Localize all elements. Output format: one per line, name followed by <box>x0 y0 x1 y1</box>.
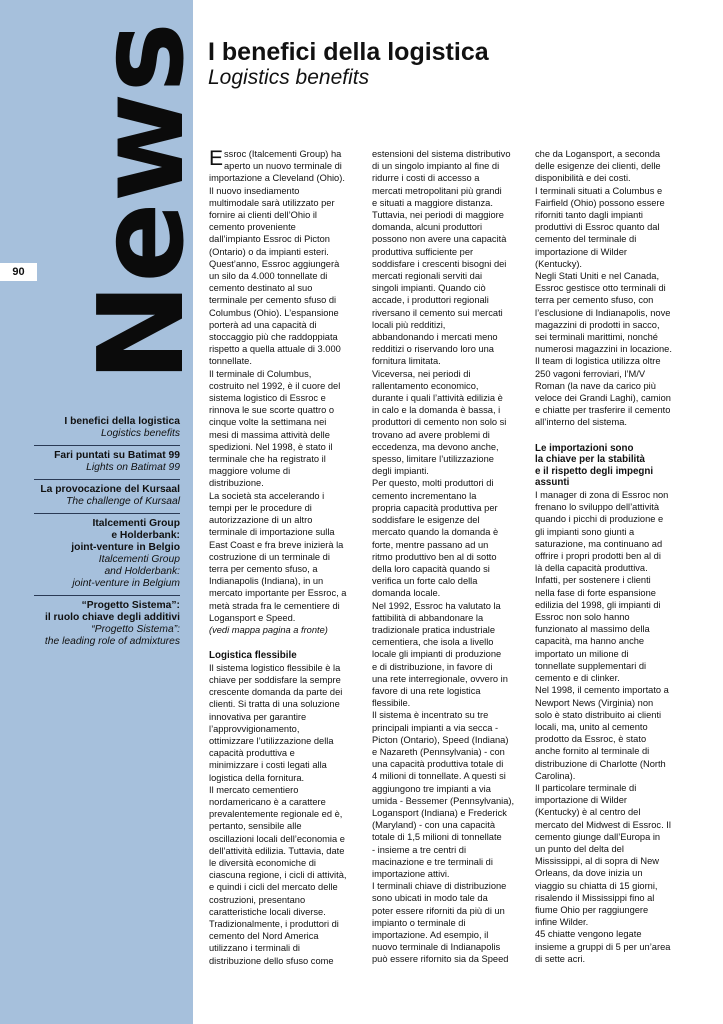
section-heading: Logistica flessibile <box>209 650 297 662</box>
toc-entry-title: Italcementi Group e Holderbank: joint-venture in Belgio <box>71 518 180 553</box>
toc-entry-subtitle: Italcementi Group and Holderbank: joint-venture in Belgium <box>72 554 180 589</box>
toc-entry-title: La provocazione del Kursaal <box>40 484 180 495</box>
spacer <box>209 636 359 650</box>
drop-cap: E <box>209 147 224 170</box>
toc-entry[interactable] <box>34 412 180 446</box>
toc-entry[interactable] <box>34 480 180 514</box>
toc-entry-title: I benefici della logistica <box>64 416 180 427</box>
article-column-3 <box>535 148 685 965</box>
toc-entry-title: “Progetto Sistema”: il ruolo chiave degli additivi <box>44 600 180 623</box>
toc-entry[interactable] <box>34 446 180 480</box>
paragraph: che da Logansport, a seconda delle esigenze dei clienti, delle disponibilità e dei costi. I terminali situati a Columbus e Fairfield (Ohio) possono essere riforniti tanto dagli impianti produttivi di Essroc quanto dal cemento del terminale di importazione di Wilder (Kentucky). Negli Stati Uniti e nel Canada, Essroc gestisce otto terminali di terra per cemento sfuso, con l’esclusione di Indianapolis, nove magazzini di prodotti in sacco, sei terminali marittimi, nonché numerosi magazzini in locazione. Il team di logistica utilizza oltre 250 vagoni ferroviari, l’M/V Roman (la nave da carico più veloce dei Grandi Laghi), camion e chiatte per trasferire il cemento all’interno del sistema. <box>535 149 672 428</box>
spacer <box>535 429 685 443</box>
paragraph: I manager di zona di Essroc non frenano lo sviluppo dell’attività quando i picchi di produzione e gli impianti sono giunti a saturazione, ma continuano ad offrire i propri prodotti ben al di là della capacità produttiva. Infatti, per sostenere i clienti nella fase di forte espansione edilizia del 1998, gli impianti di Essroc non solo hanno funzionato al massimo della capacità, ma hanno anche importato un milione di tonnellate supplementari di cemento e di clinker. Nel 1998, il cemento importato a Newport News (Virginia) non solo è stato distribuito ai clienti locali, ma, unito al cemento prodotto da Essroc, è stato anche fornito al terminale di distribuzione di Charlotte (North Carolina). Il particolare terminale di importazione di Wilder (Kentucky) è al centro del mercato del Midwest di Essroc. Il cemento giunge dall’Europa in un punto del delta del Mississippi, al di sopra di New Orleans, da dove inizia un viaggio su chiatta di 15 giorni, risalendo il Mississippi fino al fiume Ohio per raggiungere infine Wilder. 45 chiatte vengono legate insieme a gruppi di 5 per un’area di sette acri. <box>535 490 671 964</box>
article-column-1 <box>209 148 359 967</box>
section-heading: Le importazioni sono la chiave per la stabilità e il rispetto degli impegni assunti <box>535 442 654 489</box>
map-reference-note: (vedi mappa pagina a fronte) <box>209 624 328 635</box>
toc-entry-subtitle: The challenge of Kursaal <box>66 496 180 507</box>
paragraph: estensioni del sistema distributivo di un singolo impianto al fine di ridurre i costi di accesso a mercati metropolitani più grandi e situati a maggiore distanza. Tuttavia, nei periodi di maggiore domanda, alcuni produttori possono non avere una capacità produttiva sufficiente per soddisfare i crescenti bisogni dei mercati regionali serviti dai singoli impianti. Quando ciò accade, i produttori regionali riversano il cemento sui mercati locali più redditizi, abbandonando i mercati meno redditizi o riservando loro una fornitura limitata. Viceversa, nei periodi di rallentamento economico, durante i quali l’attività edilizia è in calo e la domanda è bassa, i produttori di cemento non solo si trovano ad avere problemi di eccedenza, ma devono anche, spesso, limitare l’utilizzazione degli impianti. Per questo, molti produttori di cemento incrementano la propria capacità produttiva per soddisfare le esigenze del mercato quando la domanda è forte, mentre passano ad un ritmo produttivo ben al di sotto della loro capacità quando si verifica un forte calo della domanda locale. Nel 1992, Essroc ha valutato la fattibilità di abbandonare la tradizionale pratica industriale cementiera, che isola a livello locale gli impianti di produzione e di distribuzione, in favore di una rete interregionale, ovvero in favore di una rete logistica flessibile. Il sistema è incentrato su tre principali impianti a via secca - Picton (Ontario), Speed (Indiana) e Nazareth (Pennsylvania) - con una capacità produttiva totale di 4 milioni di tonnellate. A questi si aggiungono tre impianti a via umida - Bessemer (Pennsylvania), Logansport (Indiana) e Frederick (Maryland) - con una capacità totale di 1,5 milioni di tonnellate - insieme a tre centri di macinazione e tre terminali di importazione attivi. I terminali chiave di distribuzione sono ubicati in modo tale da poter essere riforniti da più di un impianto o terminale di importazione. Ad esempio, il nuovo terminale di Indianapolis può essere rifornito sia da Speed <box>372 149 515 965</box>
toc-entry-title: Fari puntati su Batimat 99 <box>54 450 180 461</box>
article-title: I benefici della logistica <box>208 38 489 66</box>
toc-entry[interactable] <box>34 514 180 596</box>
toc-entry-subtitle: Logistics benefits <box>101 428 180 439</box>
table-of-contents <box>34 412 180 653</box>
paragraph <box>209 148 359 624</box>
article-column-2 <box>372 148 522 966</box>
toc-entry[interactable] <box>34 596 180 653</box>
article-header <box>208 38 708 90</box>
page-number: 90 <box>0 263 37 281</box>
paragraph-text: ssroc (Italcementi Group) ha aperto un nuovo terminale di importazione a Cleveland (Ohio). Il nuovo insediamento multimodale sarà utilizzato per fornire ai clienti dell’Ohio il cemento proveniente dall’impianto Essroc di Picton (Ontario) o da impianti esteri. Quest’anno, Essroc aggiungerà un silo da 4.000 tonnellate di cemento destinato al suo terminale per cemento sfuso di Columbus (Ohio). L’espansione porterà ad una capacità di stoccaggio più che raddoppiata rispetto a quella attuale di 3.000 tonnellate. Il terminale di Columbus, costruito nel 1992, è il cuore del sistema logistico di Essroc e rinnova le sue scorte quattro o cinque volte la settimana nei mesi di massima attività delle spedizioni. Nel 1998, è stato il terminale che ha registrato il maggiore volume di distribuzione. La società sta accelerando i tempi per le procedure di autorizzazione di un altro terminale di importazione sulla East Coast e fra breve inizierà la costruzione di un terminale di terra per cemento sfuso, a Indianapolis (Indiana), in un mercato importante per Essroc, a metà strada fra le cementiere di Logansport e Speed. <box>209 149 347 623</box>
sidebar <box>0 0 210 1024</box>
paragraph: Il sistema logistico flessibile è la chiave per soddisfare la sempre crescente domanda da parte dei clienti. Si tratta di una soluzione innovativa per garantire l’approvvigionamento, ottimizzare l’utilizzazione della capacità produttiva e minimizzare i costi legati alla logistica della fornitura. Il mercato cementiero nordamericano è a carattere prevalentemente regionale ed è, pertanto, sensibile alle oscillazioni locali dell’economia e dell’attività edilizia. Tuttavia, date le diversità economiche di ciascuna regione, i cicli di attività, e quindi i cicli del mercato delle costruzioni, presentano caratteristiche locali diverse. Tradizionalmente, i produttori di cemento del Nord America utilizzano i terminali di distribuzione dello sfuso come <box>209 662 347 966</box>
article-subtitle: Logistics benefits <box>208 66 370 89</box>
toc-entry-subtitle: Lights on Batimat 99 <box>86 462 180 473</box>
news-word-text: News <box>72 23 210 382</box>
section-title-news <box>70 10 210 390</box>
toc-entry-subtitle: “Progetto Sistema”: the leading role of admixtures <box>44 624 180 647</box>
